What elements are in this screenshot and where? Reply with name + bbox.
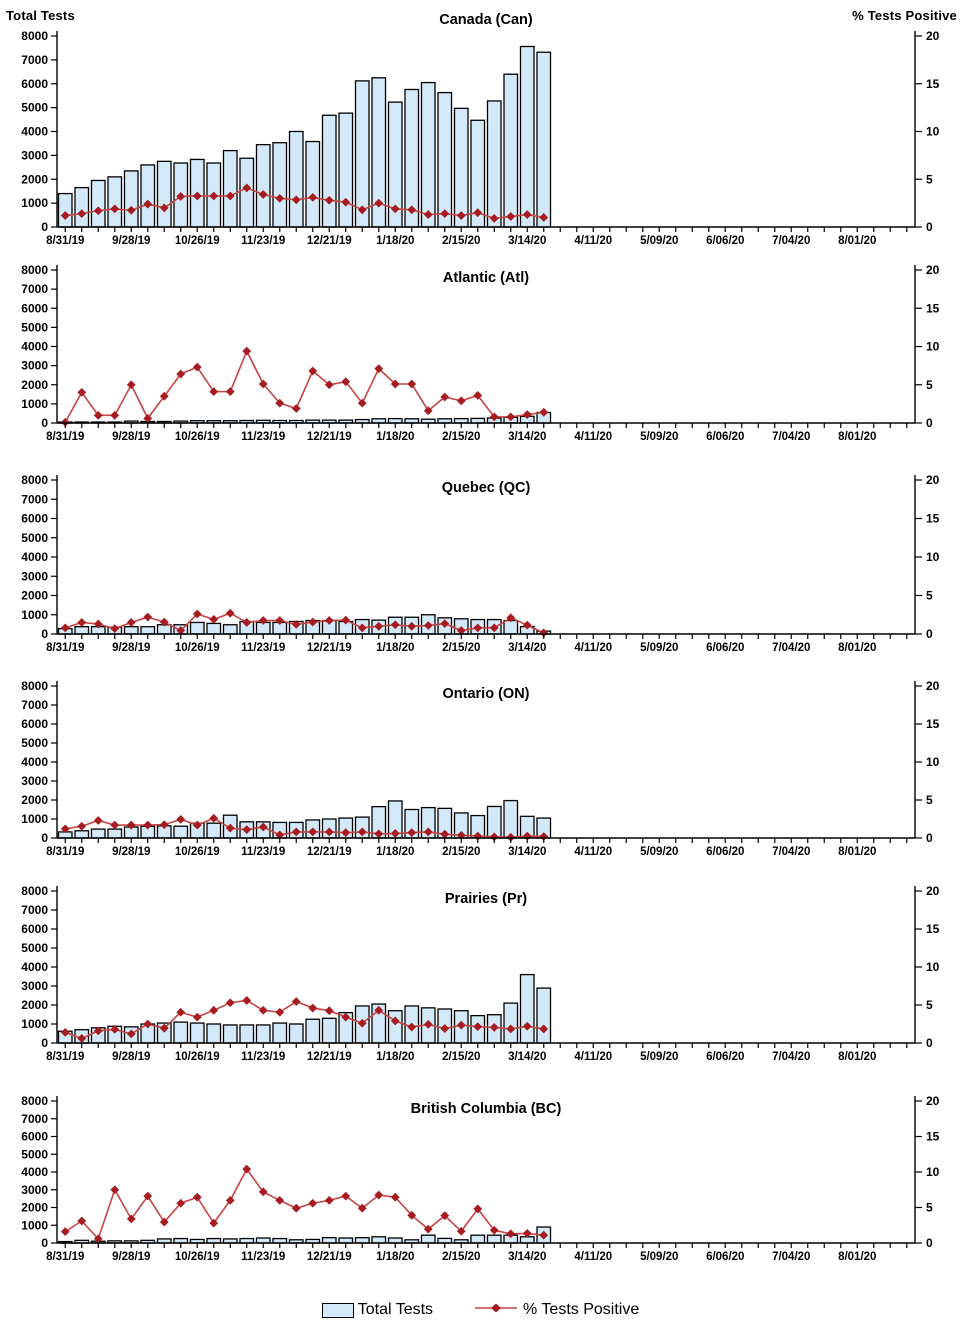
total-tests-bar xyxy=(504,801,518,838)
total-tests-bar xyxy=(273,143,287,227)
y-right-tick-label: 5 xyxy=(926,588,933,603)
pct-positive-marker xyxy=(110,1185,119,1194)
chart-panel-6 xyxy=(0,1087,961,1283)
y-right-tick-label: 0 xyxy=(926,831,933,845)
y-right-tick-label: 10 xyxy=(926,755,940,769)
total-tests-bar xyxy=(537,988,551,1043)
y-left-tick-label: 0 xyxy=(41,220,48,234)
y-right-tick-label: 5 xyxy=(926,998,933,1012)
x-tick-label: 8/31/19 xyxy=(46,431,85,443)
total-tests-bar xyxy=(487,101,501,227)
x-tick-label: 6/06/20 xyxy=(706,431,745,443)
y-left-tick-label: 6000 xyxy=(21,1129,48,1144)
y-left-tick-label: 7000 xyxy=(21,52,48,67)
x-tick-label: 8/31/19 xyxy=(46,1051,85,1063)
y-right-tick-label: 0 xyxy=(926,1036,933,1050)
total-tests-bar xyxy=(421,1235,435,1243)
x-tick-label: 9/28/19 xyxy=(112,642,151,654)
total-tests-bar xyxy=(339,113,353,227)
y-left-tick-label: 1000 xyxy=(21,196,48,211)
y-left-tick-label: 5000 xyxy=(21,100,48,115)
legend-line-entry xyxy=(447,1301,639,1319)
total-tests-bar xyxy=(190,622,204,634)
total-tests-bar xyxy=(256,1025,270,1043)
y-right-tick-label: 0 xyxy=(926,1236,933,1250)
y-left-tick-label: 3000 xyxy=(21,774,48,788)
y-left-tick-label: 2000 xyxy=(21,1200,48,1215)
pct-positive-marker xyxy=(308,1199,317,1208)
total-tests-bar xyxy=(223,1025,237,1043)
chart-panel-4 xyxy=(0,672,961,879)
x-tick-label: 3/14/20 xyxy=(508,431,547,443)
y-left-tick-label: 5000 xyxy=(21,941,48,955)
x-tick-label: 3/14/20 xyxy=(508,642,547,654)
y-right-tick-label: 10 xyxy=(926,124,940,139)
pct-positive-marker xyxy=(292,404,301,413)
x-tick-label: 10/26/19 xyxy=(174,235,220,247)
x-tick-label: 3/14/20 xyxy=(508,235,547,247)
y-right-tick-label: 0 xyxy=(926,220,933,234)
x-tick-label: 6/06/20 xyxy=(706,642,745,654)
x-tick-label: 12/21/19 xyxy=(306,846,352,858)
y-left-tick-label: 5000 xyxy=(21,736,48,750)
y-left-tick-label: 4000 xyxy=(21,960,48,974)
x-tick-label: 8/01/20 xyxy=(838,846,877,858)
pct-positive-line xyxy=(65,1169,544,1239)
x-tick-label: 12/21/19 xyxy=(306,1251,352,1263)
total-tests-bar xyxy=(388,1011,402,1043)
pct-positive-marker xyxy=(193,1193,202,1202)
x-tick-label: 9/28/19 xyxy=(112,1251,151,1263)
x-tick-label: 9/28/19 xyxy=(112,431,151,443)
total-tests-bar xyxy=(91,829,105,838)
y-right-tick-label: 0 xyxy=(926,416,933,430)
y-left-tick-label: 0 xyxy=(41,627,48,641)
x-tick-label: 10/26/19 xyxy=(174,1051,220,1063)
x-tick-label: 4/11/20 xyxy=(574,846,613,858)
y-left-tick-label: 5000 xyxy=(21,530,48,545)
x-tick-label: 6/06/20 xyxy=(706,846,745,858)
total-tests-bar xyxy=(372,1237,386,1243)
x-tick-label: 4/11/20 xyxy=(574,235,613,247)
pct-positive-marker xyxy=(127,618,136,627)
x-tick-label: 8/01/20 xyxy=(838,235,877,247)
total-tests-bar xyxy=(207,823,221,838)
x-tick-label: 10/26/19 xyxy=(174,642,220,654)
pct-positive-marker xyxy=(209,814,218,823)
x-tick-label: 8/01/20 xyxy=(838,431,877,443)
x-tick-label: 11/23/19 xyxy=(241,235,286,247)
y-right-tick-label: 5 xyxy=(926,172,933,187)
y-left-tick-label: 0 xyxy=(41,416,48,430)
x-tick-label: 8/01/20 xyxy=(838,642,877,654)
y-left-tick-label: 2000 xyxy=(21,172,48,187)
x-tick-label: 10/26/19 xyxy=(174,431,220,443)
y-left-tick-label: 8000 xyxy=(21,1094,48,1108)
total-tests-bar xyxy=(174,826,188,838)
x-tick-label: 5/09/20 xyxy=(640,235,679,247)
x-tick-label: 7/04/20 xyxy=(772,846,811,858)
x-tick-label: 8/31/19 xyxy=(46,235,85,247)
total-tests-bar xyxy=(355,81,369,227)
pct-positive-marker xyxy=(226,387,235,396)
total-tests-bar xyxy=(256,1238,270,1243)
x-tick-label: 7/04/20 xyxy=(772,642,811,654)
y-right-tick-label: 10 xyxy=(926,1165,940,1179)
pct-positive-marker xyxy=(94,816,103,825)
y-right-tick-label: 10 xyxy=(926,960,940,974)
x-tick-label: 12/21/19 xyxy=(306,1051,352,1063)
y-left-tick-label: 2000 xyxy=(21,793,48,807)
pct-positive-marker xyxy=(275,1008,284,1017)
y-left-tick-label: 4000 xyxy=(21,124,48,139)
x-tick-label: 2/15/20 xyxy=(442,1051,481,1063)
x-tick-label: 6/06/20 xyxy=(706,235,745,247)
y-left-tick-label: 1000 xyxy=(21,396,48,411)
pct-positive-marker xyxy=(308,1004,317,1013)
x-tick-label: 1/18/20 xyxy=(376,235,415,247)
total-tests-bar xyxy=(520,975,534,1043)
total-tests-bar xyxy=(421,83,435,227)
total-tests-bar xyxy=(537,52,551,227)
y-left-tick-label: 7000 xyxy=(21,282,48,297)
x-tick-label: 11/23/19 xyxy=(241,1051,286,1063)
chart-title: Ontario (ON) xyxy=(442,686,530,702)
y-right-tick-label: 20 xyxy=(926,29,940,43)
y-right-tick-label: 15 xyxy=(926,76,940,91)
y-left-tick-label: 5000 xyxy=(21,320,48,335)
y-right-tick-label: 20 xyxy=(926,679,940,693)
total-tests-bar xyxy=(75,627,89,634)
x-tick-label: 4/11/20 xyxy=(574,431,613,443)
legend-line-sample-svg xyxy=(473,1302,519,1314)
total-tests-bar xyxy=(504,621,518,634)
total-tests-bar xyxy=(289,1024,303,1043)
total-tests-bar xyxy=(141,165,155,227)
x-tick-label: 9/28/19 xyxy=(112,235,151,247)
y-left-tick-label: 7000 xyxy=(21,492,48,507)
y-left-tick-label: 3000 xyxy=(21,569,48,584)
x-tick-label: 3/14/20 xyxy=(508,1051,547,1063)
x-tick-label: 2/15/20 xyxy=(442,642,481,654)
total-tests-bar xyxy=(273,1023,287,1043)
x-tick-label: 5/09/20 xyxy=(640,1051,679,1063)
pct-positive-marker xyxy=(226,998,235,1007)
pct-positive-marker xyxy=(259,1006,268,1015)
pct-positive-marker xyxy=(209,615,218,624)
x-tick-label: 1/18/20 xyxy=(376,1251,415,1263)
y-left-tick-label: 8000 xyxy=(21,29,48,43)
legend-bar-entry xyxy=(322,1301,433,1319)
total-tests-bar xyxy=(124,627,138,634)
x-tick-label: 11/23/19 xyxy=(241,431,286,443)
total-tests-bar xyxy=(174,1022,188,1043)
chart-panel-3 xyxy=(0,462,961,672)
pct-positive-marker xyxy=(209,1006,218,1015)
y-left-tick-label: 0 xyxy=(41,1236,48,1250)
x-tick-label: 3/14/20 xyxy=(508,1251,547,1263)
y-right-tick-label: 15 xyxy=(926,717,940,731)
pct-positive-marker xyxy=(457,396,466,405)
y-left-tick-label: 2000 xyxy=(21,377,48,392)
x-tick-label: 1/18/20 xyxy=(376,846,415,858)
y-left-tick-label: 3000 xyxy=(21,979,48,993)
total-tests-bar xyxy=(91,180,105,227)
y-left-tick-label: 4000 xyxy=(21,755,48,769)
x-tick-label: 5/09/20 xyxy=(640,846,679,858)
x-tick-label: 1/18/20 xyxy=(376,642,415,654)
y-left-tick-label: 8000 xyxy=(21,263,48,277)
x-tick-label: 11/23/19 xyxy=(241,642,286,654)
y-left-tick-label: 7000 xyxy=(21,698,48,712)
total-tests-bar xyxy=(289,132,303,228)
pct-positive-marker xyxy=(193,363,202,372)
y-left-tick-label: 4000 xyxy=(21,1165,48,1179)
pct-positive-marker xyxy=(209,387,218,396)
x-tick-label: 4/11/20 xyxy=(574,1251,613,1263)
y-left-tick-label: 6000 xyxy=(21,922,48,936)
pct-positive-marker xyxy=(325,1196,334,1205)
chart-panel-1 xyxy=(0,0,961,250)
pct-positive-marker xyxy=(77,822,86,831)
y-left-tick-label: 1000 xyxy=(21,1017,48,1031)
chart-title: Prairies (Pr) xyxy=(444,891,528,907)
legend-line-sample-icon xyxy=(473,1301,519,1319)
x-tick-label: 1/18/20 xyxy=(376,431,415,443)
y-left-tick-label: 8000 xyxy=(21,884,48,898)
x-tick-label: 5/09/20 xyxy=(640,431,679,443)
pct-positive-line xyxy=(65,351,544,422)
total-tests-bar xyxy=(108,829,122,838)
x-tick-label: 4/11/20 xyxy=(574,642,613,654)
y-left-tick-label: 3000 xyxy=(21,358,48,373)
y-left-tick-label: 1000 xyxy=(21,1218,48,1233)
total-tests-bar xyxy=(141,627,155,634)
total-tests-bar xyxy=(520,47,534,228)
y-right-tick-label: 15 xyxy=(926,922,940,936)
y-left-tick-label: 8000 xyxy=(21,679,48,693)
x-tick-label: 6/06/20 xyxy=(706,1251,745,1263)
total-tests-bar xyxy=(487,1235,501,1243)
total-tests-bar xyxy=(504,74,518,227)
total-tests-bar xyxy=(355,1238,369,1243)
legend-bar-swatch xyxy=(322,1303,354,1318)
y-right-tick-label: 15 xyxy=(926,1129,940,1144)
total-tests-bar xyxy=(223,151,237,227)
left-axis-title: Total Tests xyxy=(6,8,75,23)
pct-positive-marker xyxy=(242,347,251,356)
x-tick-label: 9/28/19 xyxy=(112,846,151,858)
total-tests-bar xyxy=(75,831,89,838)
y-right-tick-label: 20 xyxy=(926,1094,940,1108)
pct-positive-marker xyxy=(226,609,235,618)
y-left-tick-label: 2000 xyxy=(21,588,48,603)
legend xyxy=(0,1301,961,1319)
y-right-tick-label: 10 xyxy=(926,550,940,564)
y-left-tick-label: 0 xyxy=(41,1036,48,1050)
pct-positive-marker xyxy=(242,996,251,1005)
y-right-tick-label: 20 xyxy=(926,884,940,898)
total-tests-bar xyxy=(124,171,138,227)
x-tick-label: 8/31/19 xyxy=(46,1251,85,1263)
chart-panel-5 xyxy=(0,879,961,1087)
total-tests-bar xyxy=(339,1238,353,1243)
legend-line-label: % Tests Positive xyxy=(523,1301,640,1318)
y-right-tick-label: 5 xyxy=(926,377,933,392)
total-tests-bar xyxy=(256,145,270,227)
pct-positive-marker xyxy=(77,618,86,627)
x-tick-label: 7/04/20 xyxy=(772,1051,811,1063)
chart-title: Atlantic (Atl) xyxy=(442,270,530,286)
total-tests-bar xyxy=(388,1238,402,1243)
y-right-tick-label: 5 xyxy=(926,1200,933,1215)
y-right-tick-label: 20 xyxy=(926,473,940,487)
y-left-tick-label: 1000 xyxy=(21,607,48,622)
y-left-tick-label: 6000 xyxy=(21,511,48,526)
total-tests-bar xyxy=(306,1019,320,1043)
total-tests-bar xyxy=(157,161,171,227)
y-left-tick-label: 8000 xyxy=(21,473,48,487)
x-tick-label: 12/21/19 xyxy=(306,235,352,247)
x-tick-label: 6/06/20 xyxy=(706,1051,745,1063)
y-right-tick-label: 5 xyxy=(926,793,933,807)
y-left-tick-label: 5000 xyxy=(21,1147,48,1162)
total-tests-bar xyxy=(322,1238,336,1243)
y-right-tick-label: 15 xyxy=(926,511,940,526)
y-left-tick-label: 1000 xyxy=(21,812,48,826)
total-tests-bar xyxy=(207,1024,221,1043)
pct-positive-marker xyxy=(176,815,185,824)
y-right-tick-label: 20 xyxy=(926,263,940,277)
y-left-tick-label: 3000 xyxy=(21,148,48,163)
x-tick-label: 3/14/20 xyxy=(508,846,547,858)
x-tick-label: 2/15/20 xyxy=(442,235,481,247)
y-right-tick-label: 10 xyxy=(926,339,940,354)
x-tick-label: 10/26/19 xyxy=(174,846,220,858)
x-tick-label: 2/15/20 xyxy=(442,846,481,858)
y-right-tick-label: 0 xyxy=(926,627,933,641)
x-tick-label: 7/04/20 xyxy=(772,235,811,247)
total-tests-bar xyxy=(207,623,221,634)
x-tick-label: 4/11/20 xyxy=(574,1051,613,1063)
y-left-tick-label: 7000 xyxy=(21,1111,48,1126)
total-tests-bar xyxy=(58,194,72,227)
total-tests-bar xyxy=(322,115,336,227)
y-right-tick-label: 15 xyxy=(926,301,940,316)
pct-positive-marker xyxy=(292,997,301,1006)
pct-positive-marker xyxy=(110,411,119,420)
y-left-tick-label: 4000 xyxy=(21,550,48,564)
x-tick-label: 5/09/20 xyxy=(640,642,679,654)
total-tests-bar xyxy=(438,93,452,227)
total-tests-bar xyxy=(240,158,254,227)
x-tick-label: 5/09/20 xyxy=(640,1251,679,1263)
total-tests-bar xyxy=(504,1003,518,1043)
total-tests-bar xyxy=(108,177,122,227)
x-tick-label: 12/21/19 xyxy=(306,642,352,654)
total-tests-bar xyxy=(75,188,89,227)
chart-panel-2 xyxy=(0,250,961,462)
x-tick-label: 10/26/19 xyxy=(174,1251,220,1263)
x-tick-label: 2/15/20 xyxy=(442,1251,481,1263)
y-left-tick-label: 0 xyxy=(41,831,48,845)
legend-bar-label: Total Tests xyxy=(357,1301,434,1318)
total-tests-bar xyxy=(223,625,237,634)
x-tick-label: 7/04/20 xyxy=(772,1251,811,1263)
y-left-tick-label: 3000 xyxy=(21,1182,48,1197)
chart-title: British Columbia (BC) xyxy=(410,1101,562,1117)
x-tick-label: 12/21/19 xyxy=(306,431,352,443)
total-tests-bar xyxy=(322,1018,336,1043)
pct-positive-marker xyxy=(110,821,119,830)
y-left-tick-label: 4000 xyxy=(21,339,48,354)
pct-positive-marker xyxy=(143,613,152,622)
chart-title: Canada (Can) xyxy=(439,12,533,28)
pct-positive-marker xyxy=(127,380,136,389)
pct-positive-marker xyxy=(325,1006,334,1015)
x-tick-label: 8/31/19 xyxy=(46,846,85,858)
pct-positive-marker xyxy=(407,380,416,389)
legend-diamond-icon xyxy=(491,1304,501,1313)
y-left-tick-label: 6000 xyxy=(21,717,48,731)
pct-positive-marker xyxy=(292,1204,301,1213)
total-tests-bar xyxy=(240,1025,254,1043)
x-tick-label: 8/01/20 xyxy=(838,1051,877,1063)
x-tick-label: 1/18/20 xyxy=(376,1051,415,1063)
total-tests-bar xyxy=(190,1023,204,1043)
y-left-tick-label: 6000 xyxy=(21,76,48,91)
total-tests-bar xyxy=(471,1235,485,1243)
total-tests-bar xyxy=(306,142,320,227)
x-tick-label: 8/01/20 xyxy=(838,1251,877,1263)
total-tests-bar xyxy=(454,108,468,227)
pct-positive-marker xyxy=(61,1227,70,1236)
right-axis-title: % Tests Positive xyxy=(852,8,957,23)
y-left-tick-label: 7000 xyxy=(21,903,48,917)
x-tick-label: 2/15/20 xyxy=(442,431,481,443)
pct-positive-marker xyxy=(193,1013,202,1022)
x-tick-label: 9/28/19 xyxy=(112,1051,151,1063)
pct-positive-marker xyxy=(275,1196,284,1205)
x-tick-label: 11/23/19 xyxy=(241,846,286,858)
x-tick-label: 7/04/20 xyxy=(772,431,811,443)
y-left-tick-label: 2000 xyxy=(21,998,48,1012)
x-tick-label: 11/23/19 xyxy=(241,1251,286,1263)
chart-title: Quebec (QC) xyxy=(441,480,531,496)
x-tick-label: 8/31/19 xyxy=(46,642,85,654)
y-left-tick-label: 6000 xyxy=(21,301,48,316)
